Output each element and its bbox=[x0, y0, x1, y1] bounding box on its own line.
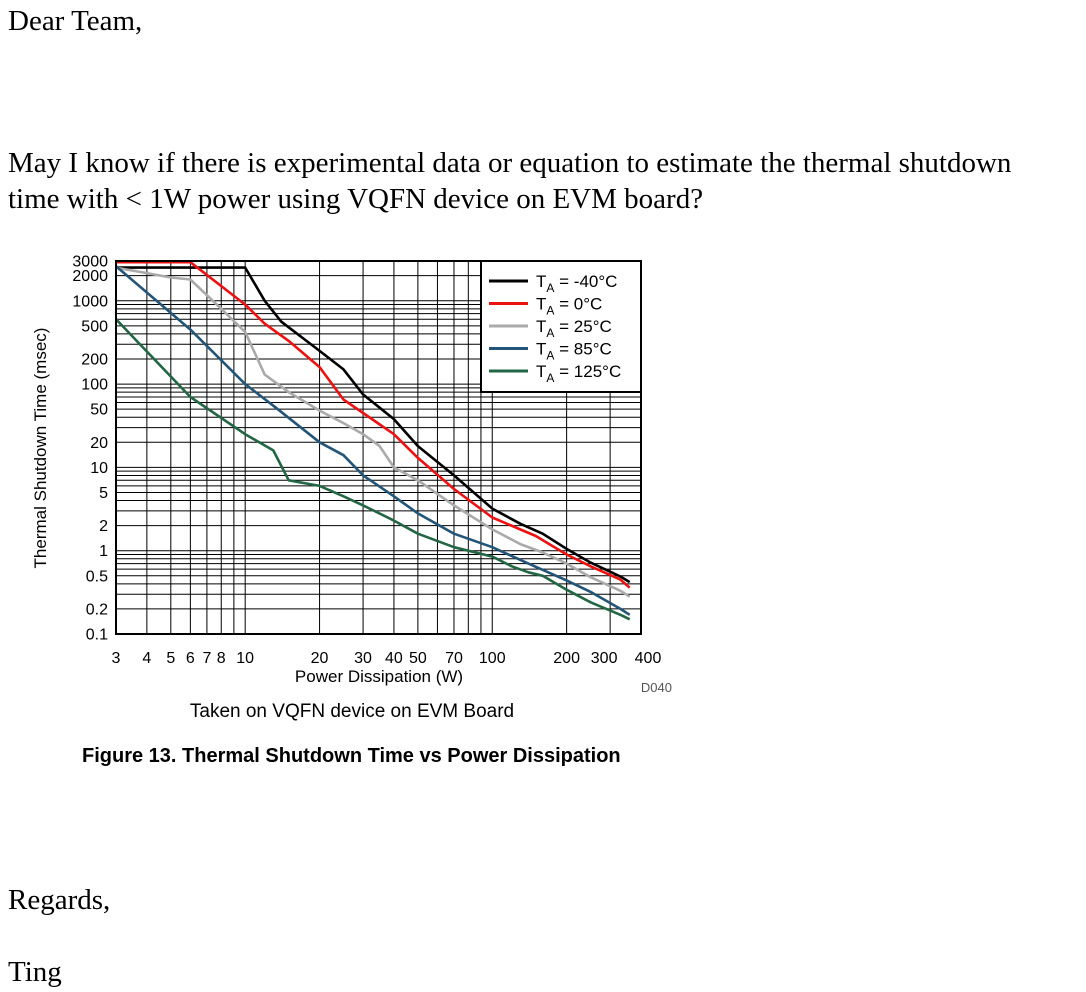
chart-x-tick-label: 3 bbox=[111, 650, 121, 667]
chart-y-tick-label: 500 bbox=[81, 318, 108, 336]
chart-x-tick-label: 200 bbox=[553, 650, 580, 667]
chart-legend-label: $T_A = 85^\circ C$ bbox=[536, 339, 612, 363]
chart-y-axis-label: Thermal Shutdown Time (msec) bbox=[31, 327, 50, 569]
chart-x-tick-label: 40 bbox=[385, 650, 403, 667]
chart-legend-label: $T_A = -40^\circ C$ bbox=[536, 272, 618, 295]
chart-y-tick-label: 10 bbox=[90, 459, 108, 477]
chart-y-tick-label: 100 bbox=[81, 376, 108, 394]
chart-y-tick-label: 5 bbox=[99, 484, 108, 502]
chart-y-tick-labels bbox=[72, 254, 108, 644]
thermal-shutdown-chart bbox=[0, 248, 700, 728]
chart-x-tick-labels bbox=[112, 650, 662, 667]
chart-y-tick-label: 200 bbox=[81, 351, 108, 369]
email-greeting: Dear Team, bbox=[8, 5, 143, 37]
chart-x-tick-label: 20 bbox=[310, 650, 329, 667]
chart-x-tick-label: 100 bbox=[478, 650, 506, 667]
thermal-shutdown-figure bbox=[0, 248, 700, 728]
figure-caption: Figure 13. Thermal Shutdown Time vs Power Dissipation bbox=[82, 745, 621, 767]
email-signature: Ting bbox=[8, 956, 62, 988]
chart-x-tick-label: 5 bbox=[166, 650, 176, 667]
chart-x-tick-label: 7 bbox=[202, 650, 212, 667]
chart-y-tick-label: 20 bbox=[90, 434, 108, 452]
chart-legend-label: $T_A = 125^\circ C$ bbox=[536, 362, 622, 385]
email-question-line-1: May I know if there is experimental data or equation to estimate the thermal shutdown bbox=[8, 147, 1012, 179]
chart-y-tick-label: 0.5 bbox=[85, 568, 108, 586]
chart-y-tick-label: 0.1 bbox=[85, 626, 108, 644]
chart-x-tick-label: 50 bbox=[408, 650, 427, 667]
chart-legend-label: $T_A = 0^\circ C$ bbox=[536, 294, 603, 318]
figure-code: D040 bbox=[640, 680, 672, 695]
chart-legend-label: $T_A = 25^\circ C$ bbox=[536, 317, 612, 340]
chart-y-tick-label: 3000 bbox=[72, 253, 108, 271]
chart-y-tick-label: 2 bbox=[99, 518, 108, 536]
chart-x-tick-label: 4 bbox=[142, 650, 152, 667]
chart-y-tick-label: 0.2 bbox=[85, 601, 108, 619]
chart-x-tick-label: 6 bbox=[185, 650, 195, 667]
chart-x-tick-label: 400 bbox=[634, 650, 662, 667]
chart-x-axis-label: Power Dissipation (W) bbox=[294, 667, 464, 686]
email-closing: Regards, bbox=[8, 884, 111, 916]
chart-y-tick-label: 1 bbox=[99, 543, 108, 561]
chart-y-tick-label: 1000 bbox=[72, 293, 108, 311]
chart-y-tick-label: 2000 bbox=[72, 268, 108, 286]
chart-subtitle: Taken on VQFN device on EVM Board bbox=[189, 701, 515, 722]
chart-x-tick-label: 300 bbox=[590, 650, 618, 667]
chart-x-tick-label: 30 bbox=[354, 650, 372, 667]
chart-x-tick-label: 8 bbox=[216, 650, 226, 667]
chart-y-tick-label: 50 bbox=[90, 401, 108, 419]
chart-x-tick-label: 70 bbox=[445, 650, 463, 667]
chart-x-tick-label: 10 bbox=[236, 650, 255, 667]
email-question-line-2: time with < 1W power using VQFN device on EVM board? bbox=[8, 183, 704, 215]
